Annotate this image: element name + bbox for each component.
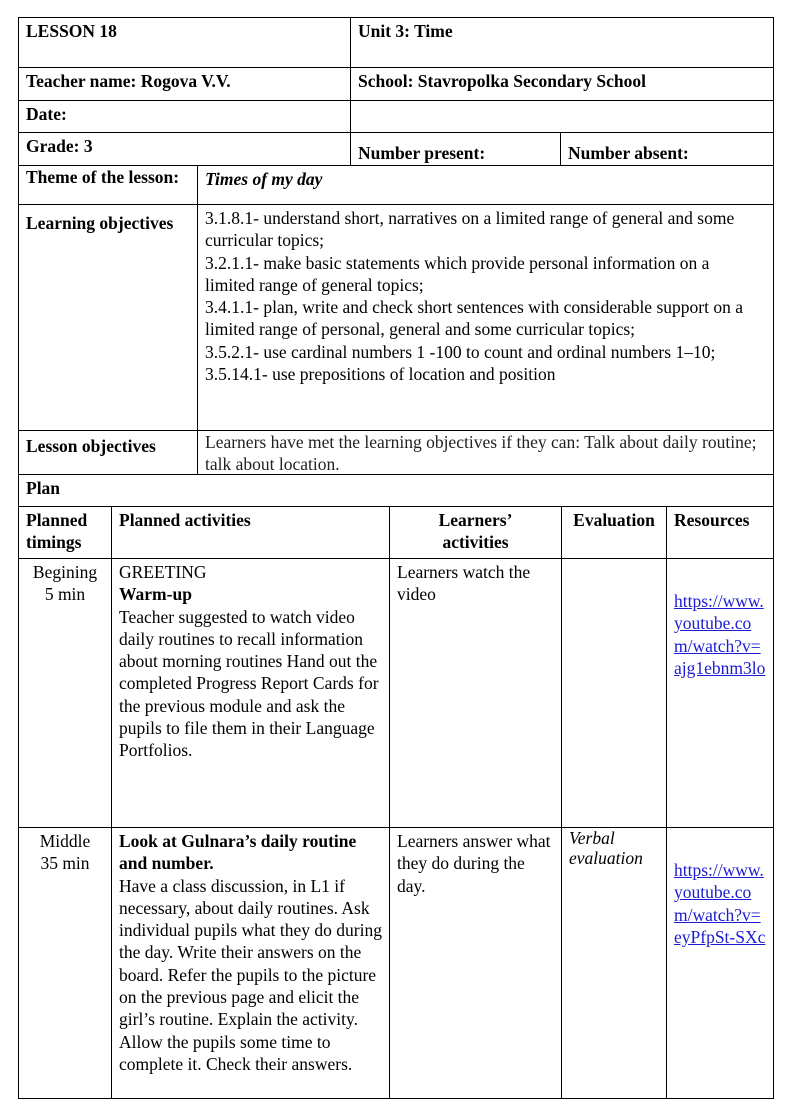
objective-item: 3.2.1.1- make basic statements which provide personal information on a limited range of general topics;: [205, 252, 710, 295]
learning-objectives-list: [197, 204, 774, 431]
row-timing: [18, 827, 112, 1099]
row-evaluation: Verbal evaluation: [561, 827, 667, 1099]
theme-value: Times of my day: [197, 165, 774, 205]
date-field: Date:: [18, 100, 351, 133]
row-activity: [111, 827, 390, 1099]
objective-item: 3.5.14.1- use prepositions of location and position: [205, 364, 556, 385]
plan-title: Plan: [18, 474, 774, 507]
grade-field: Grade: 3: [18, 132, 351, 166]
col-header-resources: Resources: [666, 506, 774, 559]
row-learners: Learners answer what they do during the day.: [389, 827, 562, 1099]
row-resource: [666, 827, 774, 1099]
col-header-timings: Planned timings: [18, 506, 112, 559]
date-value: [350, 100, 774, 133]
theme-label: Theme of the lesson:: [18, 165, 198, 205]
col-header-activities: Planned activities: [111, 506, 390, 559]
objective-item: 3.5.2.1- use cardinal numbers 1 -100 to count and ordinal numbers 1–10;: [205, 341, 716, 362]
resource-link[interactable]: https://www.youtube.com/watch?v=ajg1ebnm3lo: [674, 591, 766, 678]
activity-text: Teacher suggested to watch video daily routines to recall information about morning routines Hand out the completed Progress Report Cards for the previous module and ask the pupils to file them in their Language Portfolios.: [119, 606, 379, 761]
col-header-learners: Learners’ activities: [389, 506, 562, 559]
school-name: School: Stavropolka Secondary School: [350, 67, 774, 101]
activity-heading: GREETING: [119, 562, 207, 582]
timing-stage: Middle: [39, 831, 91, 851]
activity-subheading: Warm-up: [119, 584, 192, 605]
activity-text: Have a class discussion, in L1 if necessary, about daily routines. Ask individual pupils what they do during the day. Write their answers on the board. Refer the pupils to the picture on the previous page and elicit the girl’s routine. Explain the activity. Allow the pupils some time to complete it. Check their answers.: [119, 875, 382, 1074]
timing-stage: Begining: [32, 562, 98, 582]
lesson-objectives-label: Lesson objectives: [18, 430, 198, 475]
number-absent: Number absent:: [560, 132, 774, 166]
learning-objectives-label: Learning objectives: [18, 204, 198, 431]
timing-duration: 35 min: [40, 853, 90, 874]
lesson-number: LESSON 18: [18, 17, 351, 68]
resource-link[interactable]: https://www.youtube.com/watch?v=eyPfpSt-SXc: [674, 860, 766, 947]
row-learners: Learners watch the video: [389, 558, 562, 828]
timing-duration: 5 min: [44, 584, 86, 605]
teacher-name: Teacher name: Rogova V.V.: [18, 67, 351, 101]
number-present: Number present:: [350, 132, 561, 166]
col-header-evaluation: Evaluation: [561, 506, 667, 559]
unit-title: Unit 3: Time: [350, 17, 774, 68]
row-activity: [111, 558, 390, 828]
lesson-objectives-value: Learners have met the learning objectives if they can: Talk about daily routine; talk about location.: [197, 430, 774, 475]
row-evaluation: [561, 558, 667, 828]
row-timing: [18, 558, 112, 828]
objective-item: 3.4.1.1- plan, write and check short sentences with considerable support on a limited range of personal, general and some curricular topics;: [205, 297, 743, 340]
objective-item: 3.1.8.1- understand short, narratives on a limited range of general and some curricular topics;: [205, 208, 735, 251]
activity-heading: Look at Gulnara’s daily routine and number.: [119, 831, 357, 874]
row-resource: [666, 558, 774, 828]
